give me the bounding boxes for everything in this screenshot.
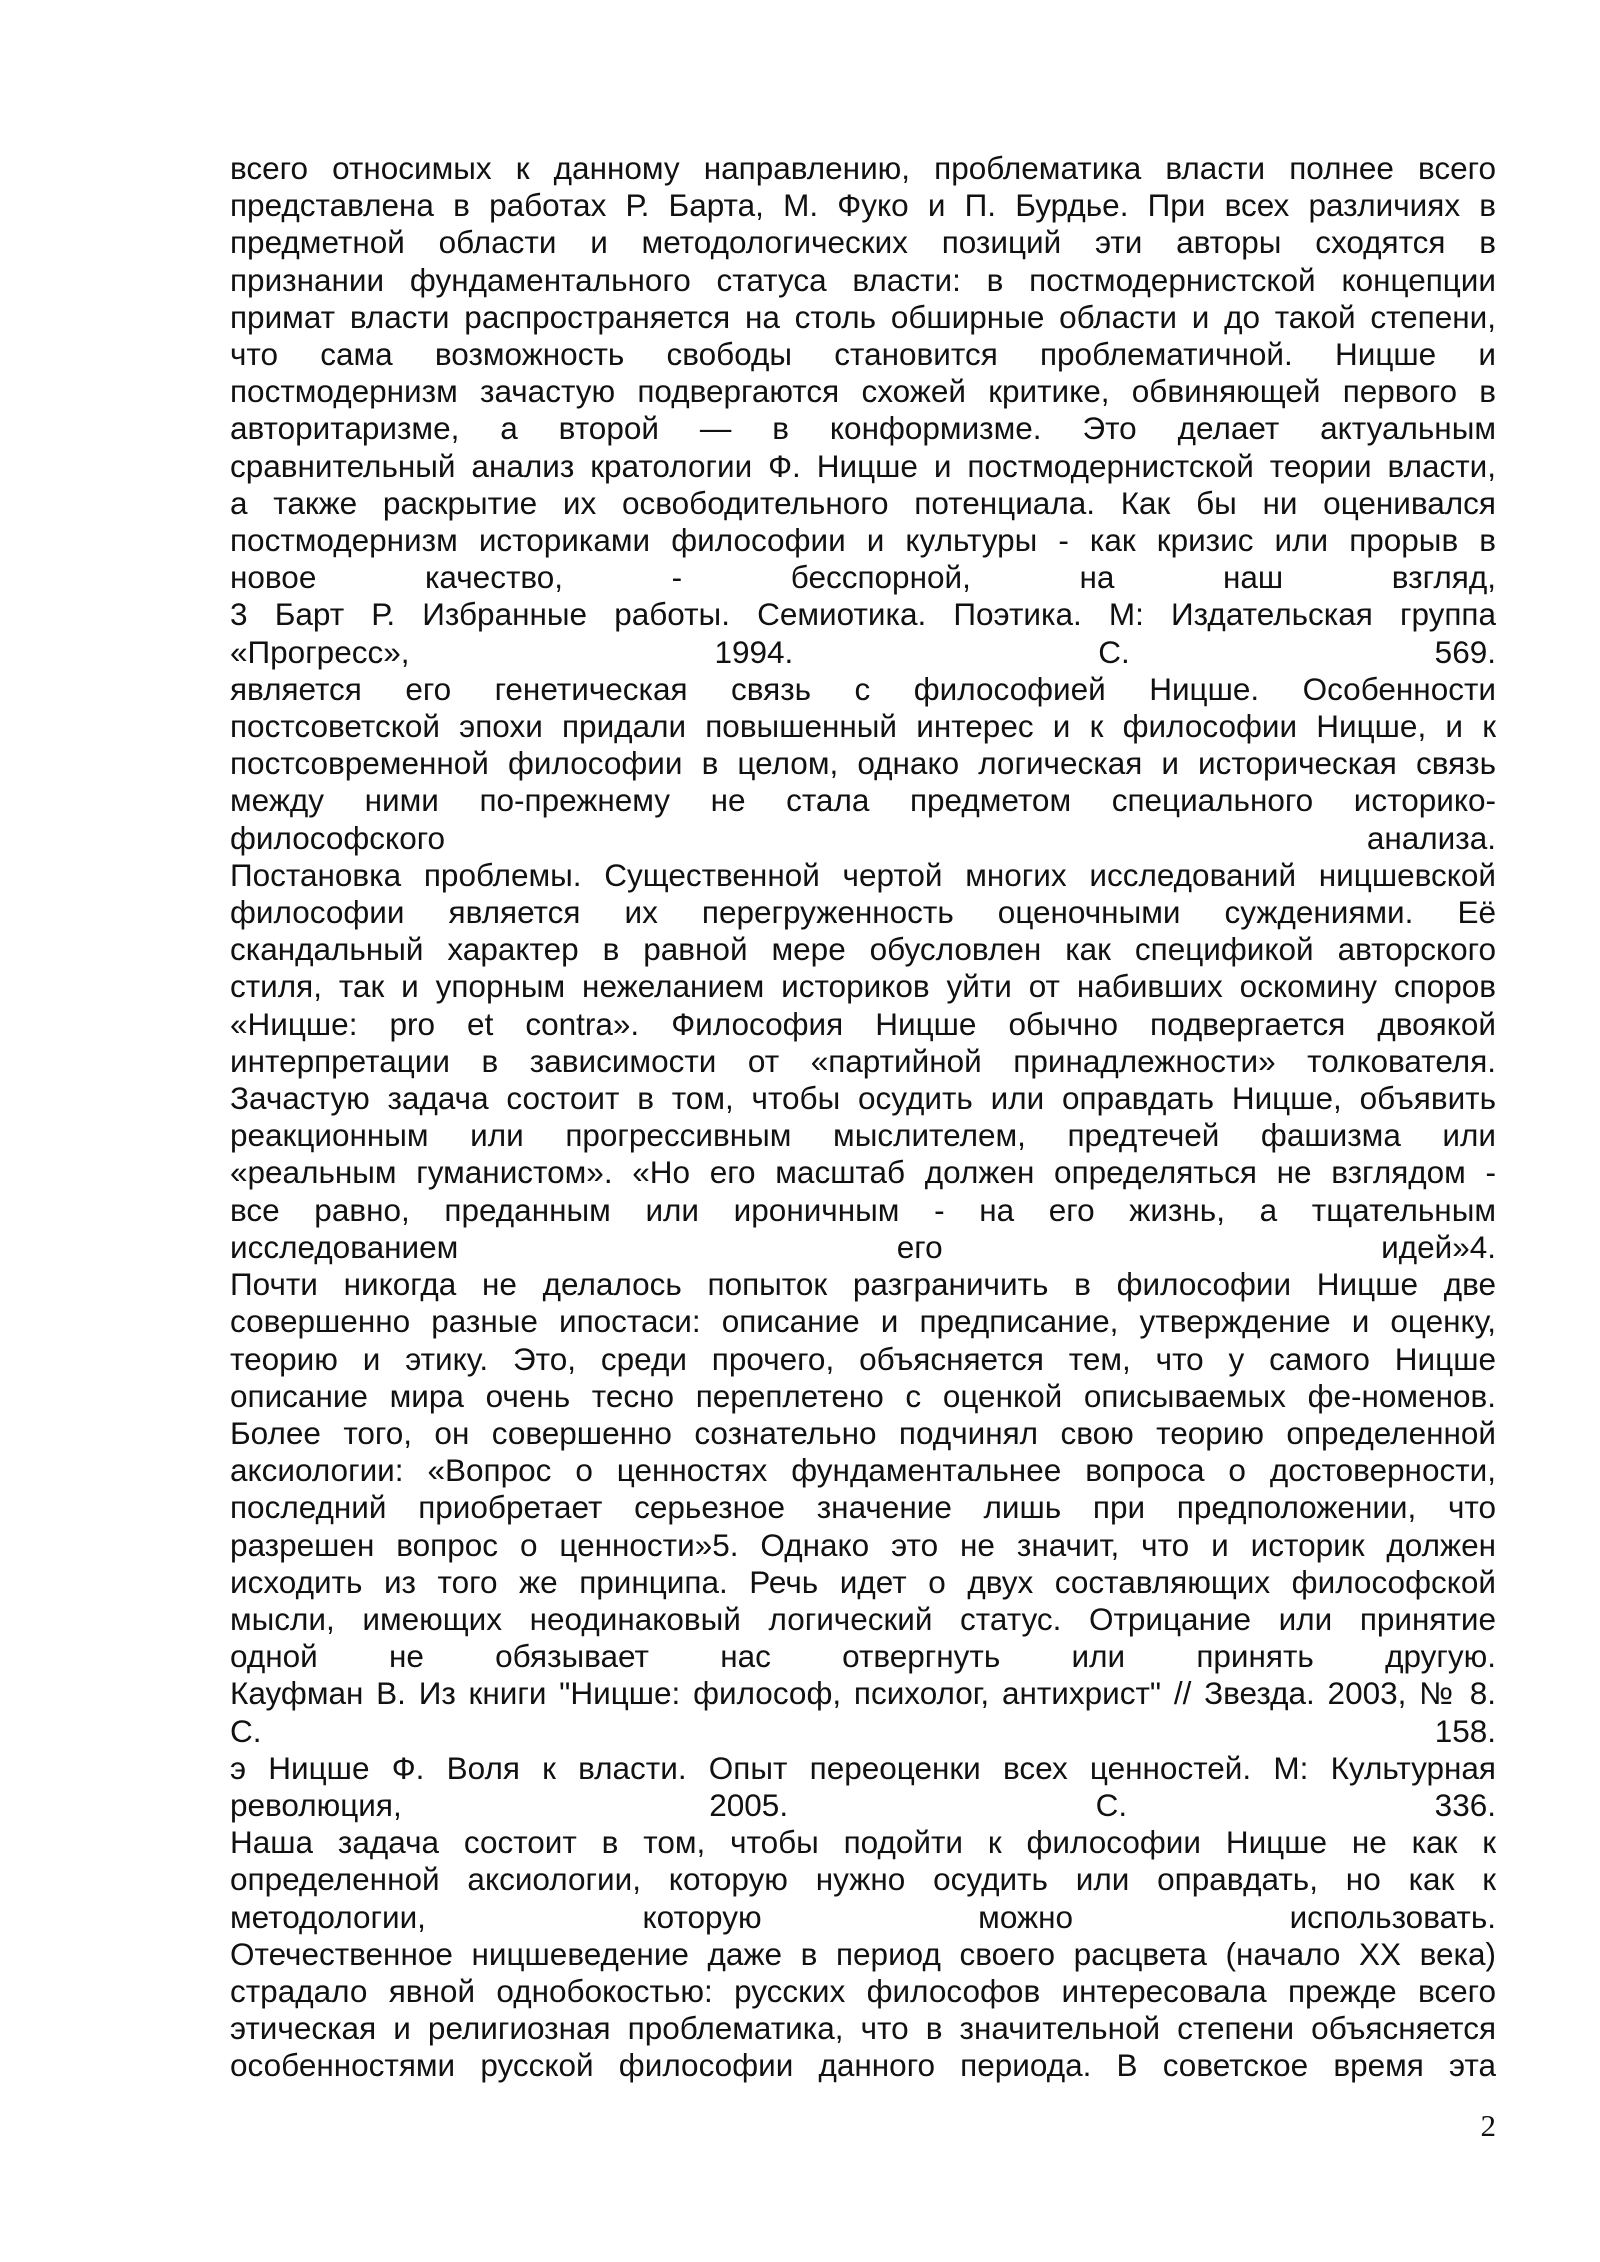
text-line: одной не обязывает нас отвергнуть или принять другую.: [230, 1638, 1496, 1675]
text-line: а также раскрытие их освободительного потенциала. Как бы ни оценивался: [230, 484, 1496, 521]
text-line: исходить из того же принципа. Речь идет о двух составляющих философской: [230, 1563, 1496, 1600]
footnote-line: С. 158.: [230, 1712, 1496, 1749]
footnote-line: «Прогресс», 1994. С. 569.: [230, 633, 1496, 670]
text-line: скандальный характер в равной мере обусловлен как спецификой авторского: [230, 931, 1496, 968]
text-line: «Ницше: pro et contra». Философия Ницше обычно подвергается двоякой: [230, 1005, 1496, 1042]
text-line: предметной области и методологических позиций эти авторы сходятся в: [230, 224, 1496, 261]
text-line: Почти никогда не делалось попыток разграничить в философии Ницше две: [230, 1266, 1496, 1303]
text-line: исследованием его идей»4.: [230, 1228, 1496, 1265]
text-line: определенной аксиологии, которую нужно осудить или оправдать, но как к: [230, 1861, 1496, 1898]
footnote-line: 3 Барт Р. Избранные работы. Семиотика. Поэтика. М: Издательская группа: [230, 596, 1496, 633]
text-line: стиля, так и упорным нежеланием историков уйти от набивших оскомину споров: [230, 968, 1496, 1005]
text-line: постсовременной философии в целом, однако логическая и историческая связь: [230, 745, 1496, 782]
text-line: разрешен вопрос о ценности»5. Однако это не значит, что и историк должен: [230, 1526, 1496, 1563]
footnote-line: Кауфман В. Из книги "Ницше: философ, психолог, антихрист" // Звезда. 2003, № 8.: [230, 1675, 1496, 1712]
footnote-line: э Ницше Ф. Воля к власти. Опыт переоценки всех ценностей. М: Культурная: [230, 1749, 1496, 1786]
text-line: описание мира очень тесно переплетено с оценкой описываемых фе-номенов.: [230, 1377, 1496, 1414]
text-line: философского анализа.: [230, 819, 1496, 856]
text-line: Зачастую задача состоит в том, чтобы осудить или оправдать Ницше, объявить: [230, 1080, 1496, 1117]
text-line: этическая и религиозная проблематика, что в значительной степени объясняется: [230, 2010, 1496, 2047]
text-line: Постановка проблемы. Существенной чертой многих исследований ницшевской: [230, 856, 1496, 893]
text-line: особенностями русской философии данного периода. В советское время эта: [230, 2047, 1496, 2084]
text-line: «реальным гуманистом». «Но его масштаб должен определяться не взглядом -: [230, 1154, 1496, 1191]
text-line: аксиологии: «Вопрос о ценностях фундаментальнее вопроса о достоверности,: [230, 1452, 1496, 1489]
footnote-line: революция, 2005. С. 336.: [230, 1786, 1496, 1823]
text-line: мысли, имеющих неодинаковый логический статус. Отрицание или принятие: [230, 1600, 1496, 1637]
text-line: Отечественное ницшеведение даже в период своего расцвета (начало XX века): [230, 1935, 1496, 1972]
text-line: последний приобретает серьезное значение лишь при предположении, что: [230, 1489, 1496, 1526]
text-line: что сама возможность свободы становится проблематичной. Ницше и: [230, 336, 1496, 373]
text-line: философии является их перегруженность оценочными суждениями. Её: [230, 894, 1496, 931]
text-line: совершенно разные ипостаси: описание и предписание, утверждение и оценку,: [230, 1303, 1496, 1340]
text-line: Наша задача состоит в том, чтобы подойти к философии Ницше не как к: [230, 1824, 1496, 1861]
text-line: сравнительный анализ кратологии Ф. Ницше и постмодернистской теории власти,: [230, 447, 1496, 484]
text-line: между ними по-прежнему не стала предметом специального историко-: [230, 782, 1496, 819]
text-line: реакционным или прогрессивным мыслителем, предтечей фашизма или: [230, 1117, 1496, 1154]
text-line: признании фундаментального статуса власти: в постмодернистской концепции: [230, 261, 1496, 298]
text-line: всего относимых к данному направлению, проблематика власти полнее всего: [230, 150, 1496, 186]
text-line: постмодернизм историками философии и культуры - как кризис или прорыв в: [230, 522, 1496, 559]
page-number: 2: [1480, 2108, 1496, 2143]
text-line: постсоветской эпохи придали повышенный интерес и к философии Ницше, и к: [230, 708, 1496, 745]
text-line: постмодернизм зачастую подвергаются схожей критике, обвиняющей первого в: [230, 373, 1496, 410]
text-line: интерпретации в зависимости от «партийной принадлежности» толкователя.: [230, 1042, 1496, 1079]
text-line: новое качество, - бесспорной, на наш взгляд,: [230, 559, 1496, 596]
text-line: представлена в работах Р. Барта, М. Фуко и П. Бурдье. При всех различиях в: [230, 187, 1496, 224]
text-line: теорию и этику. Это, среди прочего, объясняется тем, что у самого Ницше: [230, 1340, 1496, 1377]
text-line: примат власти распространяется на столь обширные области и до такой степени,: [230, 298, 1496, 335]
document-body: [230, 150, 1496, 2085]
text-line: методологии, которую можно использовать.: [230, 1898, 1496, 1935]
text-line: все равно, преданным или ироничным - на его жизнь, а тщательным: [230, 1191, 1496, 1228]
text-line: Более того, он совершенно сознательно подчинял свою теорию определенной: [230, 1414, 1496, 1451]
text-line: авторитаризме, а второй — в конформизме. Это делает актуальным: [230, 410, 1496, 447]
text-line: является его генетическая связь с философией Ницше. Особенности: [230, 670, 1496, 707]
text-line: страдало явной однобокостью: русских философов интересовала прежде всего: [230, 1972, 1496, 2009]
